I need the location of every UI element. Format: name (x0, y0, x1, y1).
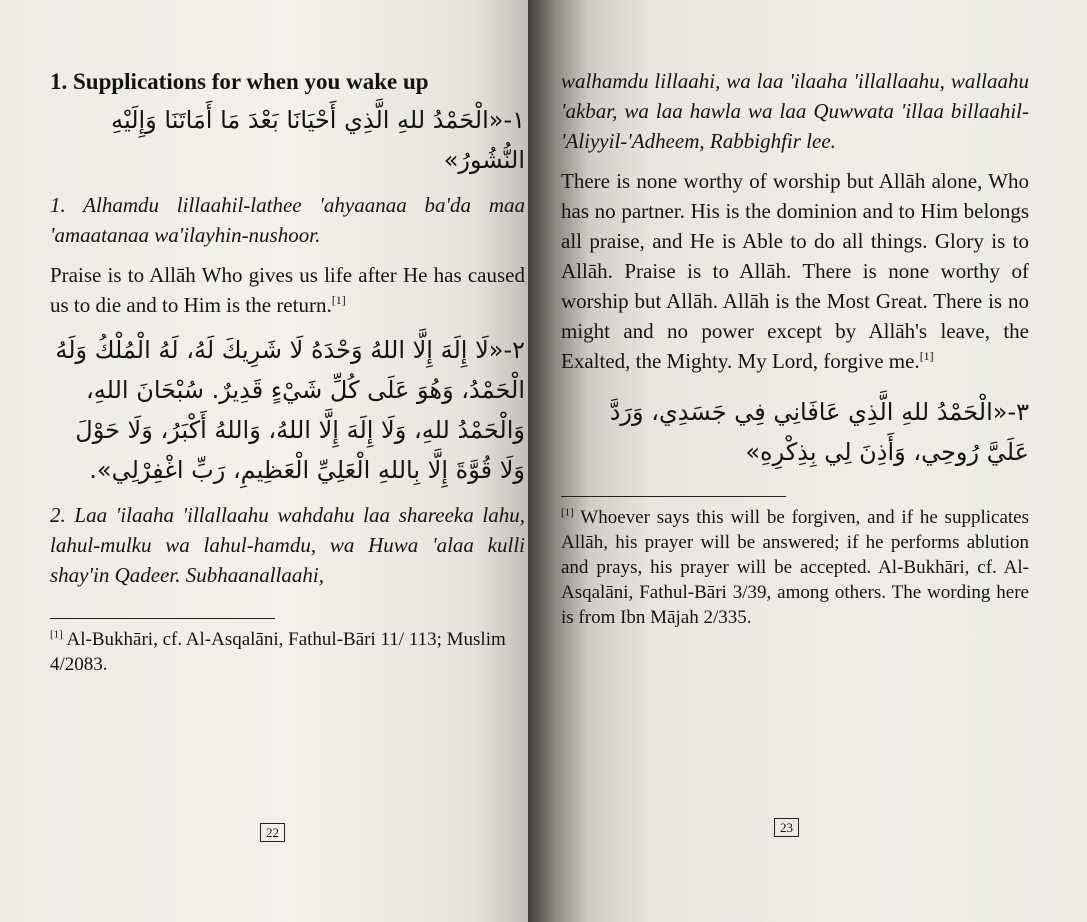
transliteration-1: 1. Alhamdu lillaahil-lathee 'ahyaanaa ba'da maa 'amaatanaa wa'ilayhin-nushoor. (50, 193, 525, 247)
arabic-supplication-1: ١-«الْحَمْدُ للهِ الَّذِي أَحْيَانَا بَعْدَ مَا أَمَاتَنَا وَإِلَيْهِ النُّشُورُ» (111, 106, 525, 174)
arabic-supplication-3: ٣-«الْحَمْدُ للهِ الَّذِي عَافَانِي فِي جَسَدِي، وَرَدَّ عَلَيَّ رُوحِي، وَأَذِنَ لِي بِذِكْرِهِ» (609, 398, 1029, 466)
page-number-right: 23 (774, 818, 799, 837)
footnote-right-text: Whoever says this will be forgiven, and if he supplicates Allāh, his prayer will be answered; if he performs ablution and prays, his prayer will be accepted. Al-Bukhāri, cf. Al-Asqalāni, Fathul-Bāri 3/39, among others. The wording here is from Ibn Mājah 2/335. (561, 507, 1029, 628)
right-page (528, 0, 1087, 922)
footnote-divider (50, 618, 275, 619)
footnote-left (50, 627, 525, 677)
translation-1-text: Praise is to Allāh Who gives us life after He has caused us to die and to Him is the return. (50, 263, 525, 317)
arabic-supplication-2: ٢-«لَا إِلَهَ إِلَّا اللهُ وَحْدَهُ لَا شَرِيكَ لَهُ، لَهُ الْمُلْكُ وَلَهُ الْحَمْدُ، وَهُوَ عَلَى كُلِّ شَيْءٍ قَدِيرٌ. سُبْحَانَ اللهِ، وَالْحَمْدُ للهِ، وَلَا إِلَهَ إِلَّا اللهُ، وَاللهُ أَكْبَرُ، وَلَا حَوْلَ وَلَا قُوَّةَ إِلَّا بِاللهِ الْعَلِيِّ الْعَظِيمِ، رَبِّ اغْفِرْلِي». (55, 336, 525, 484)
translation-1 (50, 260, 525, 320)
section-heading: 1. Supplications for when you wake up (50, 69, 429, 94)
page-number-left: 22 (260, 823, 285, 842)
translation-2-text: There is none worthy of worship but Allāh alone, Who has no partner. His is the dominion and to Him belongs all praise, and He is Able to do all things. Glory is to Allāh. Praise is to Allāh. There is none worthy of worship but Allāh. Allāh is the Most Great. There is no might and no power except by Allāh's leave, the Exalted, the Mighty. My Lord, forgive me. (561, 169, 1029, 373)
footnote-left-text: Al-Bukhāri, cf. Al-Asqalāni, Fathul-Bāri 11/ 113; Muslim 4/2083. (50, 629, 506, 675)
footnote-divider-right (561, 496, 786, 497)
transliteration-2: 2. Laa 'ilaaha 'illallaahu wahdahu laa shareeka lahu, lahul-mulku wa lahul-hamdu, wa Huwa 'alaa kulli shay'in Qadeer. Subhaanallaahi, (50, 503, 525, 587)
footnote-right (561, 505, 1029, 630)
footnote-marker-right: [1] (561, 506, 574, 519)
translation-2 (561, 166, 1029, 376)
footnote-ref-2: [1] (919, 349, 934, 363)
footnote-ref-1: [1] (331, 293, 346, 307)
transliteration-2-continued: walhamdu lillaahi, wa laa 'ilaaha 'illallaahu, wallaahu 'akbar, wa laa hawla wa laa Quwwata 'illaa billaahil-'Aliyyil-'Adheem, Rabbighfir lee. (561, 69, 1029, 153)
right-page-body (561, 66, 1029, 630)
left-page-body (50, 66, 525, 677)
left-page (0, 0, 540, 922)
footnote-marker: [1] (50, 628, 63, 641)
